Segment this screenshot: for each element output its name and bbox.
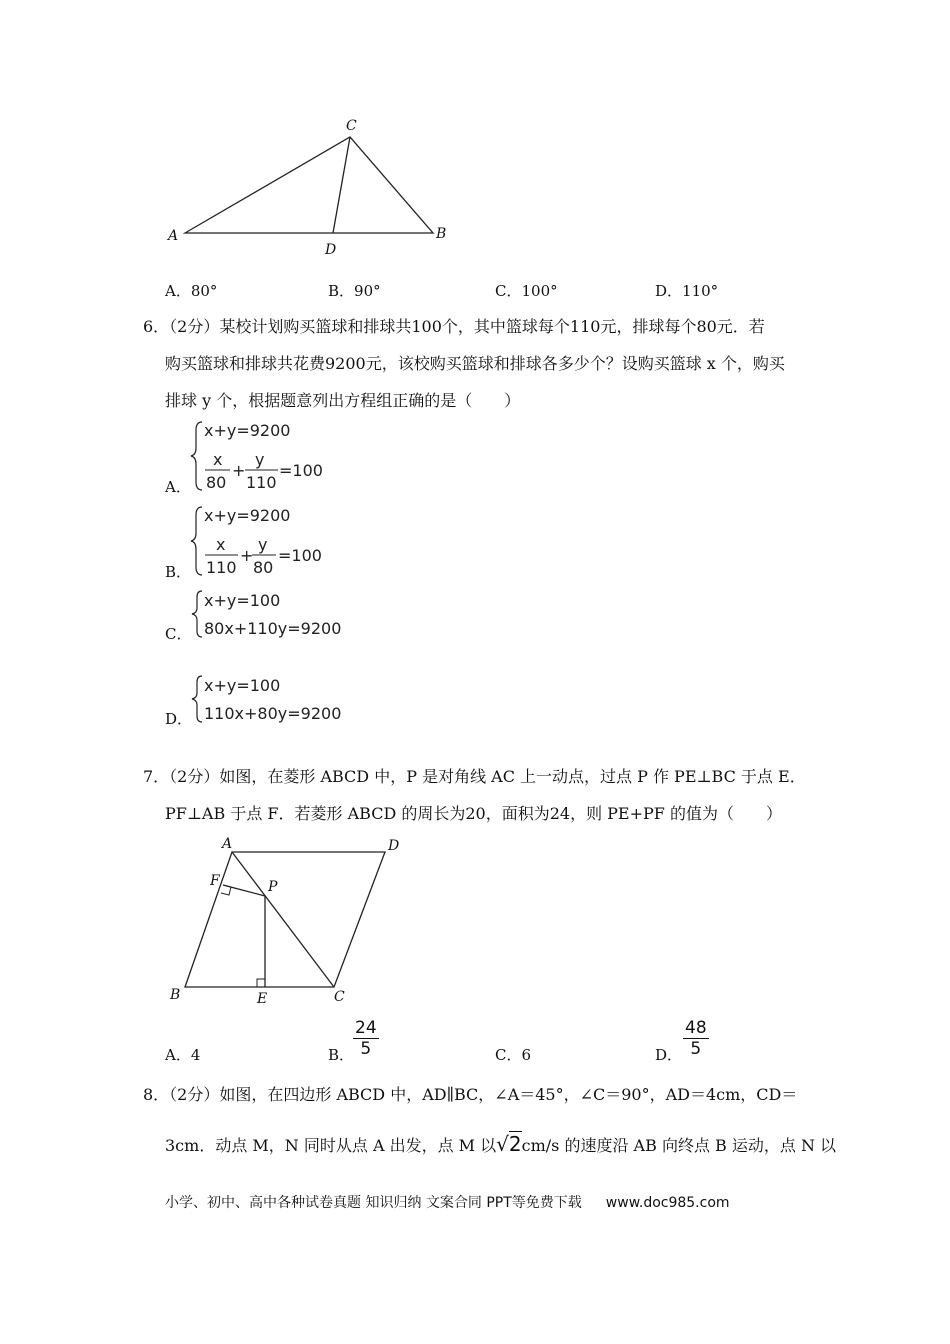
frac2-num: y (255, 450, 265, 469)
q6-option-a-letter: A． (165, 478, 191, 496)
label-c: C (346, 118, 357, 134)
frac1-den: 110 (206, 558, 237, 577)
footer-text: 小学、初中、高中各种试卷真题 知识归纳 文案合同 PPT等免费下载 (165, 1195, 582, 1211)
equation-1: x+y=100 (204, 676, 281, 695)
label-d: D (388, 838, 400, 854)
q7-option-a (165, 1044, 200, 1065)
option-letter: A． (165, 1046, 191, 1064)
q6-stem-line1: 6．（2分）某校计划购买篮球和排球共100个，其中篮球每个110元，排球每个80元．若 (143, 317, 765, 336)
option-text: 6 (521, 1046, 532, 1064)
option-text: 110° (682, 282, 719, 300)
q5-option-a (165, 280, 217, 301)
q6-option-d-equations (188, 673, 358, 725)
left-brace (191, 422, 202, 490)
frac2-den: 110 (246, 473, 277, 492)
q5-option-b (328, 280, 381, 301)
q6-option-c-letter: C． (165, 625, 192, 643)
fraction-numerator: 24 (355, 1018, 377, 1038)
option-letter: B． (328, 282, 355, 300)
right-angle-f (221, 885, 231, 895)
label-p: P (268, 879, 278, 895)
equation-1: x+y=100 (204, 591, 281, 610)
fraction-denominator: 5 (690, 1039, 702, 1059)
option-text: 100° (521, 282, 558, 300)
option-text: 80° (190, 282, 218, 300)
q8-stem-line1: 8．（2分）如图，在四边形 ABCD 中，AD∥BC，∠A＝45°，∠C＝90°，AD＝4cm，CD＝ (143, 1085, 798, 1104)
left-brace (191, 507, 202, 575)
frac2-num: y (258, 535, 268, 554)
right-angle-e (257, 979, 265, 987)
left-brace (192, 676, 202, 722)
q5-option-c (495, 280, 558, 301)
option-letter: C． (495, 282, 522, 300)
frac2-den: 80 (253, 558, 274, 577)
label-b: B (170, 987, 181, 1003)
label-b: B (436, 226, 447, 242)
diagonal-ac (232, 852, 334, 987)
label-e: E (257, 991, 268, 1007)
q7-option-b-fraction (353, 1018, 379, 1059)
q6-stem-line2: 购买篮球和排球共花费9200元，该校购买篮球和排球各多少个？设购买篮球 x 个，购买 (165, 354, 785, 373)
sqrt-value: 2 (508, 1132, 522, 1156)
equation-1: x+y=9200 (204, 421, 291, 440)
segment-cd (333, 137, 350, 233)
equation-rhs: =100 (279, 461, 323, 480)
frac1-num: x (216, 535, 226, 554)
q5-option-d (655, 280, 718, 301)
q7-rhombus-figure (160, 833, 410, 1008)
q7-stem-line2: PF⊥AB 于点 F．若菱形 ABCD 的周长为20，面积为24，则 PE+PF 的值为（ ） (165, 804, 782, 823)
sqrt-sign: √ (496, 1132, 509, 1156)
label-a: A (222, 836, 233, 852)
plus-sign: + (232, 461, 246, 480)
q6-option-c-equations (188, 588, 358, 640)
equation-2: 110x+80y=9200 (204, 704, 342, 723)
label-f: F (210, 873, 220, 889)
equation-2: 80x+110y=9200 (204, 619, 342, 638)
footer-url[interactable]: www.doc985.com (605, 1195, 730, 1211)
option-letter: A． (165, 282, 191, 300)
fraction-denominator: 5 (360, 1039, 372, 1059)
frac1-num: x (213, 450, 223, 469)
q7-option-c (495, 1044, 531, 1065)
option-text: 90° (354, 282, 381, 300)
label-a: A (168, 228, 179, 244)
option-letter: C． (495, 1046, 522, 1064)
option-letter: D． (655, 282, 683, 300)
q6-stem-line3: 排球 y 个，根据题意列出方程组正确的是（ ） (165, 391, 521, 410)
label-d: D (325, 242, 337, 255)
q6-option-b-letter: B． (165, 563, 192, 581)
q6-option-b-equations (188, 503, 348, 579)
label-c: C (334, 989, 345, 1005)
equation-1: x+y=9200 (204, 506, 291, 525)
fraction-numerator: 48 (685, 1018, 707, 1038)
triangle-abc (185, 137, 433, 233)
q5-triangle-figure (160, 110, 460, 255)
page-footer (165, 1192, 730, 1212)
frac1-den: 80 (206, 473, 227, 492)
q8-line2-pre: 3cm．动点 M，N 同时从点 A 出发，点 M 以 (165, 1136, 497, 1155)
q8-line2-post: cm/s 的速度沿 AB 向终点 B 运动，点 N 以 (521, 1136, 837, 1155)
q7-option-d-letter: D． (655, 1046, 683, 1064)
q7-option-b-letter: B． (328, 1046, 355, 1064)
q6-option-d-letter: D． (165, 710, 193, 728)
left-brace (192, 591, 202, 637)
q7-stem-line1: 7．（2分）如图，在菱形 ABCD 中，P 是对角线 AC 上一动点，过点 P 作 PE⊥BC 于点 E． (143, 767, 806, 786)
option-text: 4 (190, 1046, 201, 1064)
plus-sign: + (240, 546, 254, 565)
q7-option-d-fraction (683, 1018, 709, 1059)
q8-stem-line2 (165, 1132, 836, 1156)
q6-option-a-equations (188, 418, 348, 494)
equation-rhs: =100 (278, 546, 322, 565)
